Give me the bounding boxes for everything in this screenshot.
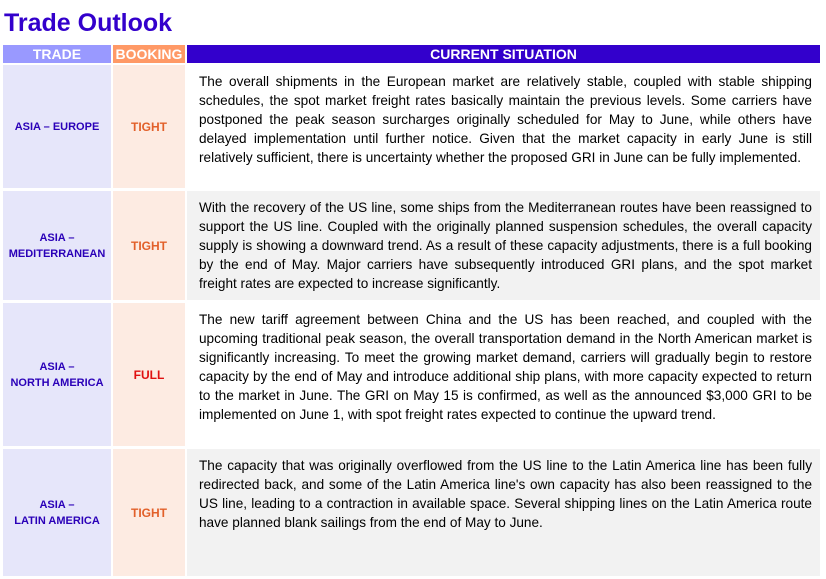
situation-text: The new tariff agreement between China and the US has been reached, and coupled with the upcoming traditional peak season, the overall transportation demand in the North American market is significantly increasing. To meet the growing market demand, carriers will gradually begin to restore capacity by the end of May and introduce additional ship plans, with more capacity expected to return to the market in June. The GRI on May 15 is confirmed, as well as the announced $3,000 GRI to be implemented on June 1, with spot freight rates expected to continue the upward trend. bbox=[187, 303, 820, 449]
situation-text: The capacity that was originally overflowed from the US line to the Latin America line has been fully redirected back, and some of the Latin America line's own capacity has also been reassigned to the US line, leading to a contraction in available space. Several shipping lines on the Latin America route have planned blank sailings from the end of May to June. bbox=[187, 449, 820, 579]
booking-status: FULL bbox=[113, 303, 187, 449]
trade-column-header: TRADE bbox=[3, 45, 113, 63]
trade-name-line2: NORTH AMERICA bbox=[10, 376, 104, 389]
situation-text: The overall shipments in the European market are relatively stable, coupled with stable shipping schedules, the spot market freight rates basically maintain the previous levels. Some carriers have postponed the peak season surcharges originally scheduled for May to June, while others have delayed implementation until further notice. Given that the market capacity in early June is still relatively sufficient, there is uncertainty whether the proposed GRI in June can be fully implemented. bbox=[187, 65, 820, 191]
booking-column-header: BOOKING bbox=[113, 45, 187, 63]
trade-cell bbox=[3, 449, 113, 579]
table-row-asia-north-america bbox=[3, 303, 820, 449]
situation-column-header: CURRENT SITUATION bbox=[187, 45, 820, 63]
trade-cell bbox=[3, 303, 113, 449]
booking-status: TIGHT bbox=[113, 449, 187, 579]
trade-name-line1: ASIA – bbox=[39, 498, 75, 511]
trade-cell bbox=[3, 65, 113, 191]
trade-cell bbox=[3, 191, 113, 303]
table-row-asia-mediterranean bbox=[3, 191, 820, 303]
trade-name-line2: MEDITERRANEAN bbox=[8, 247, 106, 260]
booking-status: TIGHT bbox=[113, 191, 187, 303]
trade-outlook-table bbox=[3, 45, 820, 579]
table-row-asia-europe bbox=[3, 65, 820, 191]
trade-name: ASIA – EUROPE bbox=[14, 120, 100, 133]
table-row-asia-latin-america bbox=[3, 449, 820, 579]
situation-text: With the recovery of the US line, some ships from the Mediterranean routes have been reassigned to support the US line. Coupled with the originally planned suspension schedules, the overall capacity supply is showing a downward trend. As a result of these capacity adjustments, there is a full booking by the end of May. Major carriers have subsequently introduced GRI plans, and the spot market freight rates are expected to increase significantly. bbox=[187, 191, 820, 303]
trade-name-line1: ASIA – bbox=[39, 231, 75, 244]
trade-name-line1: ASIA – bbox=[39, 360, 75, 373]
trade-name-line2: LATIN AMERICA bbox=[14, 514, 100, 527]
header-row bbox=[3, 45, 820, 63]
page-title: Trade Outlook bbox=[4, 9, 173, 37]
booking-status: TIGHT bbox=[113, 65, 187, 191]
